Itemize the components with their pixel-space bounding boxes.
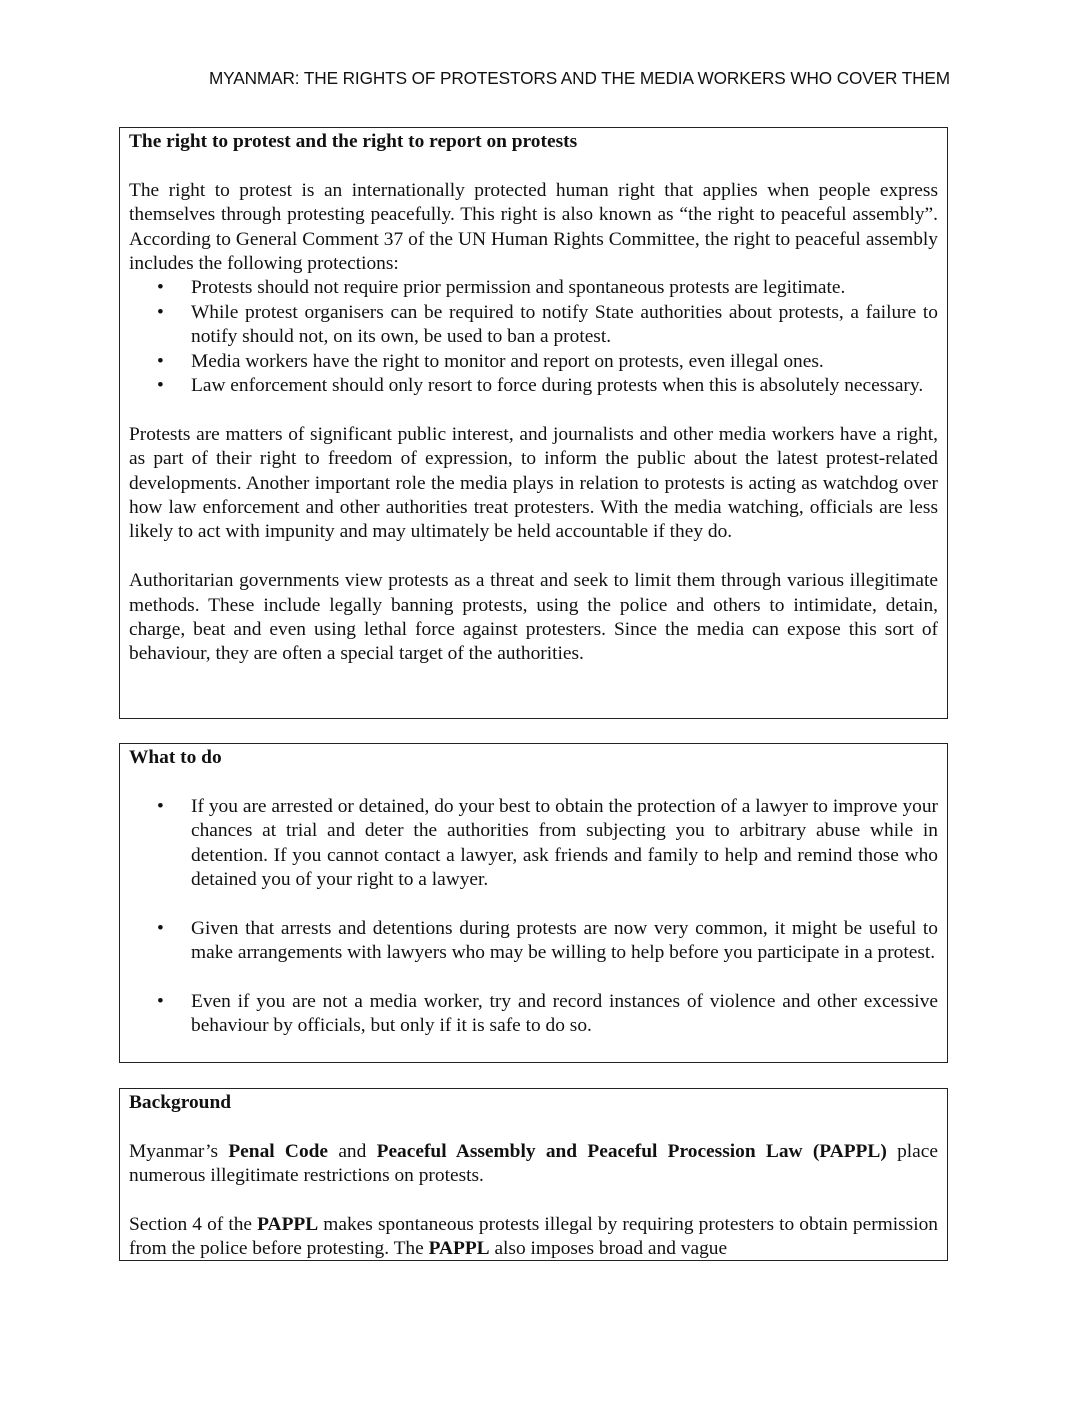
protections-list (129, 276, 938, 398)
paragraph-authoritarian: Authoritarian governments view protests as a threat and seek to limit them through various illegitimate methods. These include legally banning protests, using the police and others to intimidate, detain, charge, beat and even using lethal force against protesters. Since the media can expose this sort of behaviour, they are often a special target of the authorities. (129, 570, 938, 665)
page-title: MYANMAR: THE RIGHTS OF PROTESTORS AND THE MEDIA WORKERS WHO COVER THEM (208, 68, 950, 88)
section-right-to-protest (119, 127, 948, 719)
bullet-icon: • (157, 375, 164, 397)
section-heading: What to do (129, 747, 222, 768)
intro-paragraph: The right to protest is an internationally protected human right that applies when people express themselves through protesting peacefully. This right is also known as “the right to peaceful assembly”. According to General Comment 37 of the UN Human Rights Committee, the right to peaceful assembly includes the following protections: (129, 179, 938, 275)
list-item: • While protest organisers can be required to notify State authorities about protests, a failure to notify should not, on its own, be used to ban a protest. (157, 301, 938, 348)
bullet-icon: • (157, 350, 164, 372)
bullet-icon: • (157, 277, 164, 299)
bullet-icon: • (157, 991, 164, 1013)
paragraph-public-interest: Protests are matters of significant public interest, and journalists and other media workers have a right, as part of their right to freedom of expression, to inform the public about the latest protest-related developments. Another important role the media plays in relation to protests is acting as watchdog over how law enforcement and other authorities treat protesters. With the media watching, officials are less likely to act with impunity and may ultimately be held accountable if they do. (129, 423, 938, 543)
paragraph-laws: Myanmar’s Penal Code and Peaceful Assembly and Peaceful Procession Law (PAPPL) place numerous illegitimate restrictions on protests. (129, 1140, 938, 1187)
section-background (119, 1088, 948, 1261)
list-item: • If you are arrested or detained, do your best to obtain the protection of a lawyer to improve your chances at trial and deter the authorities from subjecting you to arbitrary abuse while in detention. If you cannot contact a lawyer, ask friends and family to help and remind those who detained you of your right to a lawyer. (157, 795, 938, 891)
bullet-icon: • (157, 795, 164, 817)
list-item: • Law enforcement should only resort to force during protests when this is absolutely necessary. (191, 374, 938, 398)
bullet-icon: • (157, 917, 164, 939)
bullet-icon: • (157, 301, 164, 323)
section-heading: The right to protest and the right to report on protests (129, 131, 578, 152)
section-heading: Background (129, 1092, 232, 1113)
paragraph-section-4: Section 4 of the PAPPL makes spontaneous protests illegal by requiring protesters to obtain permission from the police before protesting. The PAPPL also imposes broad and vague (129, 1214, 938, 1260)
list-item: • Even if you are not a media worker, try and record instances of violence and other excessive behaviour by officials, but only if it is safe to do so. (157, 991, 938, 1037)
advice-list (129, 795, 938, 1039)
list-item: • Media workers have the right to monitor and report on protests, even illegal ones. (191, 350, 938, 374)
list-item: • Protests should not require prior permission and spontaneous protests are legitimate. (191, 276, 938, 300)
section-what-to-do (119, 743, 948, 1063)
list-item: • Given that arrests and detentions during protests are now very common, it might be useful to make arrangements with lawyers who may be willing to help before you participate in a protest. (157, 917, 938, 964)
